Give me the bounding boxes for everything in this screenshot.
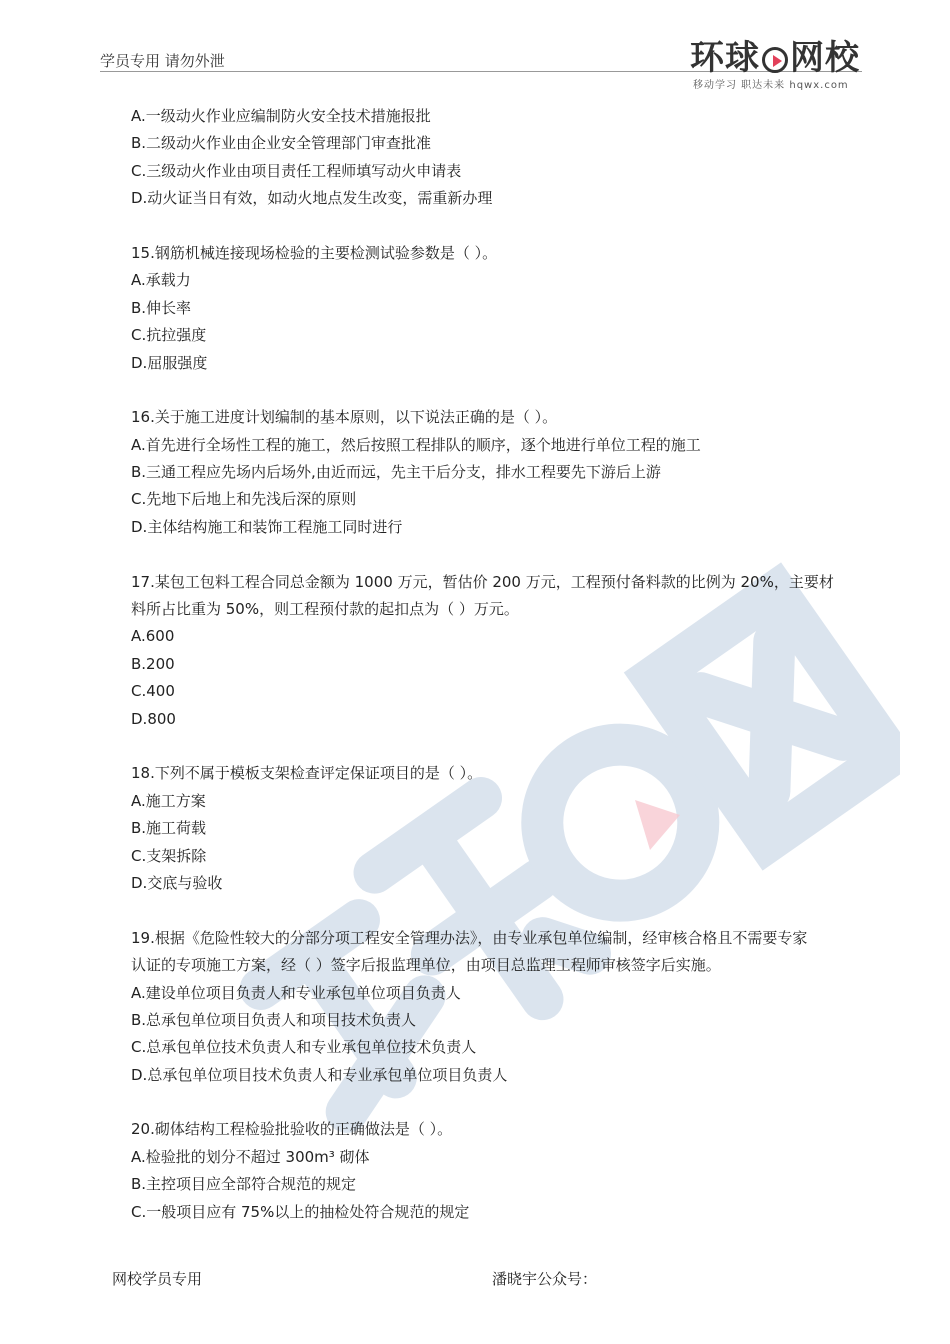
question-stem-line-2: 认证的专项施工方案，经（ ）签字后报监理单位，由项目总监理工程师审核签字后实施。	[131, 956, 721, 975]
exam-content	[131, 103, 871, 1226]
option: C.一般项目应有 75%以上的抽检处符合规范的规定	[131, 1202, 470, 1221]
question-14-options	[131, 103, 871, 213]
footer-right-text: 潘晓宇公众号：	[492, 1270, 598, 1288]
option: A.检验批的划分不超过 300m³ 砌体	[131, 1147, 370, 1166]
option: A.施工方案	[131, 791, 206, 810]
option: B.主控项目应全部符合规范的规定	[131, 1175, 357, 1194]
question-19	[131, 925, 871, 1089]
option: A.首先进行全场性工程的施工，然后按照工程排队的顺序，逐个地进行单位工程的施工	[131, 435, 701, 454]
option: D.总承包单位项目技术负责人和专业承包单位项目负责人	[131, 1065, 508, 1084]
brand-logo	[690, 30, 865, 92]
question-stem-line-2: 料所占比重为 50%，则工程预付款的起扣点为（ ）万元。	[131, 600, 519, 619]
question-18	[131, 760, 871, 897]
option: B.200	[131, 654, 175, 673]
option: A.一级动火作业应编制防火安全技术措施报批	[131, 107, 431, 125]
option: A.承载力	[131, 271, 191, 290]
play-icon	[762, 47, 788, 73]
option: D.动火证当日有效，如动火地点发生改变，需重新办理	[131, 189, 493, 208]
footer-left-text: 网校学员专用	[112, 1270, 203, 1288]
option: C.先地下后地上和先浅后深的原则	[131, 490, 357, 509]
logo-wordmark	[690, 30, 860, 79]
option: B.三通工程应先场内后场外,由近而远，先主干后分支，排水工程要先下游后上游	[131, 463, 661, 482]
question-stem: 20.砌体结构工程检验批验收的正确做法是（ ）。	[131, 1120, 453, 1139]
question-17	[131, 569, 871, 733]
option: B.二级动火作业由企业安全管理部门审查批准	[131, 134, 432, 153]
option: C.总承包单位技术负责人和专业承包单位技术负责人	[131, 1038, 477, 1057]
option: D.屈服强度	[131, 353, 208, 372]
question-stem-line-1: 17.某包工包料工程合同总金额为 1000 万元，暂估价 200 万元，工程预付备料款的比例为 20%，主要材	[131, 572, 834, 591]
option: C.三级动火作业由项目责任工程师填写动火申请表	[131, 161, 462, 180]
option: C.支架拆除	[131, 846, 207, 865]
question-15	[131, 240, 871, 377]
header-notice: 学员专用 请勿外泄	[100, 52, 225, 70]
option: D.800	[131, 709, 176, 728]
question-16	[131, 404, 871, 541]
option: A.建设单位项目负责人和专业承包单位项目负责人	[131, 983, 461, 1002]
option: C.400	[131, 682, 175, 701]
question-20	[131, 1116, 871, 1226]
option: D.交底与验收	[131, 873, 223, 892]
question-stem: 16.关于施工进度计划编制的基本原则，以下说法正确的是（ ）。	[131, 408, 558, 427]
question-stem: 18.下列不属于模板支架检查评定保证项目的是（ ）。	[131, 764, 483, 783]
question-stem-line-1: 19.根据《危险性较大的分部分项工程安全管理办法》，由专业承包单位编制，经审核合格且不需要专家	[131, 928, 808, 947]
option: D.主体结构施工和装饰工程施工同时进行	[131, 517, 403, 536]
logo-text-1: 环球	[690, 38, 760, 78]
logo-text-2: 网校	[790, 38, 860, 78]
option: C.抗拉强度	[131, 326, 207, 345]
option: B.总承包单位项目负责人和项目技术负责人	[131, 1010, 417, 1029]
question-stem: 15.钢筋机械连接现场检验的主要检测试验参数是（ ）。	[131, 243, 498, 262]
logo-tagline: 移动学习 职达未来 hqwx.com	[693, 80, 849, 91]
option: B.施工荷载	[131, 819, 207, 838]
option: A.600	[131, 627, 175, 646]
option: B.伸长率	[131, 298, 192, 317]
